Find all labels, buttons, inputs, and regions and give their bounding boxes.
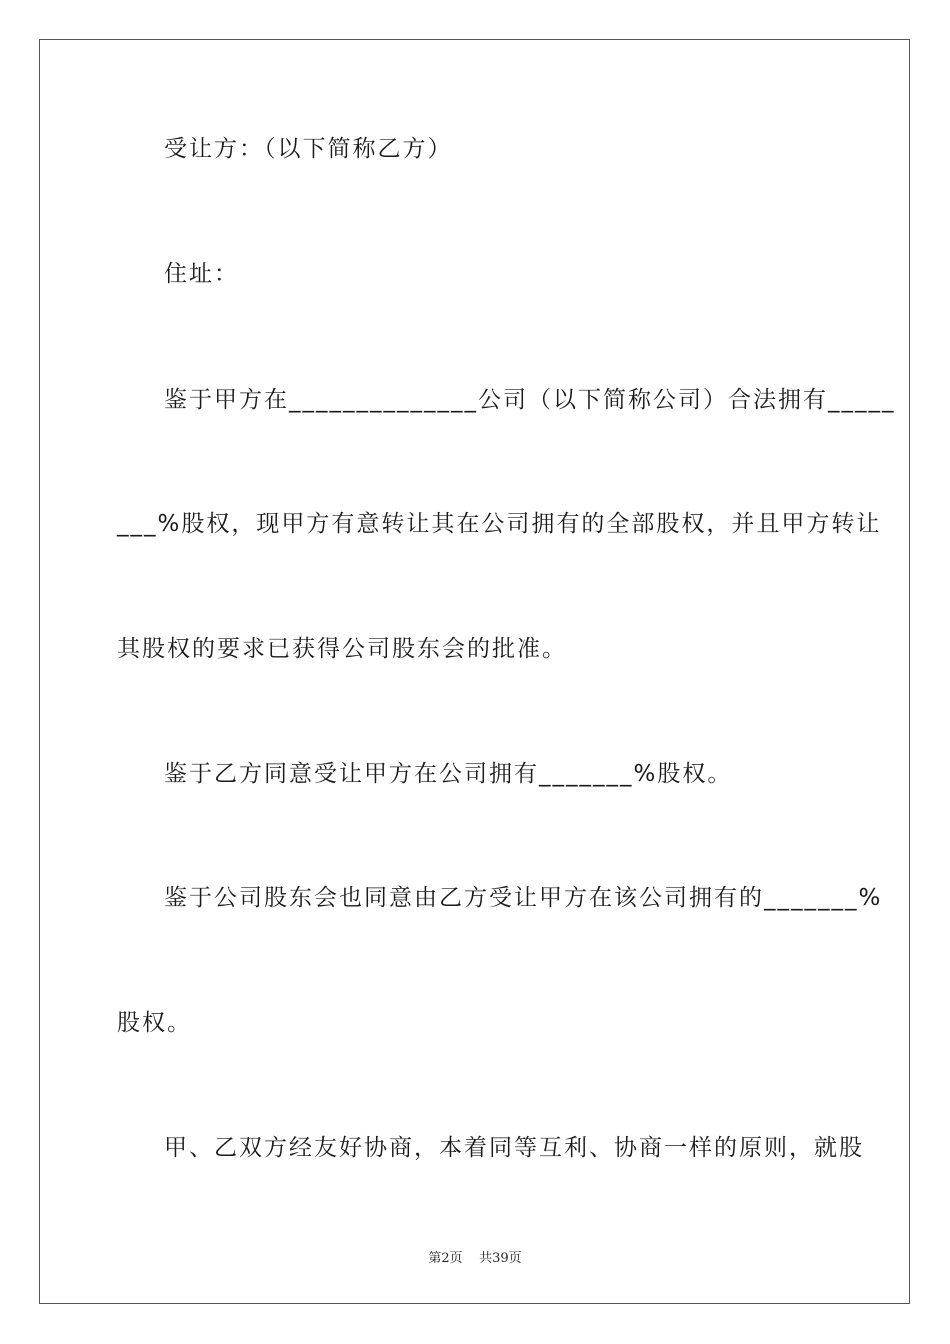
text-line-recital-1-end: 其股权的要求已获得公司股东会的批准。 xyxy=(117,636,567,662)
text-line-recital-3-end: 股权。 xyxy=(117,1010,192,1036)
text-line-agreement-intro: 甲、乙双方经友好协商，本着同等互利、协商一样的原则，就股 xyxy=(164,1135,864,1161)
text-line-recital-2: 鉴于乙方同意受让甲方在公司拥有_______%股权。 xyxy=(164,761,733,787)
text-line-recital-3-start: 鉴于公司股东会也同意由乙方受让甲方在该公司拥有的_______% xyxy=(164,885,883,911)
text-line-recital-1-start: 鉴于甲方在______________公司（以下简称公司）合法拥有_____ xyxy=(164,387,896,413)
text-line-recital-1-cont: ___%股权，现甲方有意转让其在公司拥有的全部股权，并且甲方转让 xyxy=(117,511,882,537)
page-total: 共39页 xyxy=(479,1251,522,1266)
text-line-address: 住址： xyxy=(164,261,239,287)
page-number: 第2页 xyxy=(428,1251,463,1266)
page-border xyxy=(39,39,910,1304)
page-footer xyxy=(0,1247,950,1266)
text-line-transferee: 受让方：（以下简称乙方） xyxy=(164,136,453,162)
